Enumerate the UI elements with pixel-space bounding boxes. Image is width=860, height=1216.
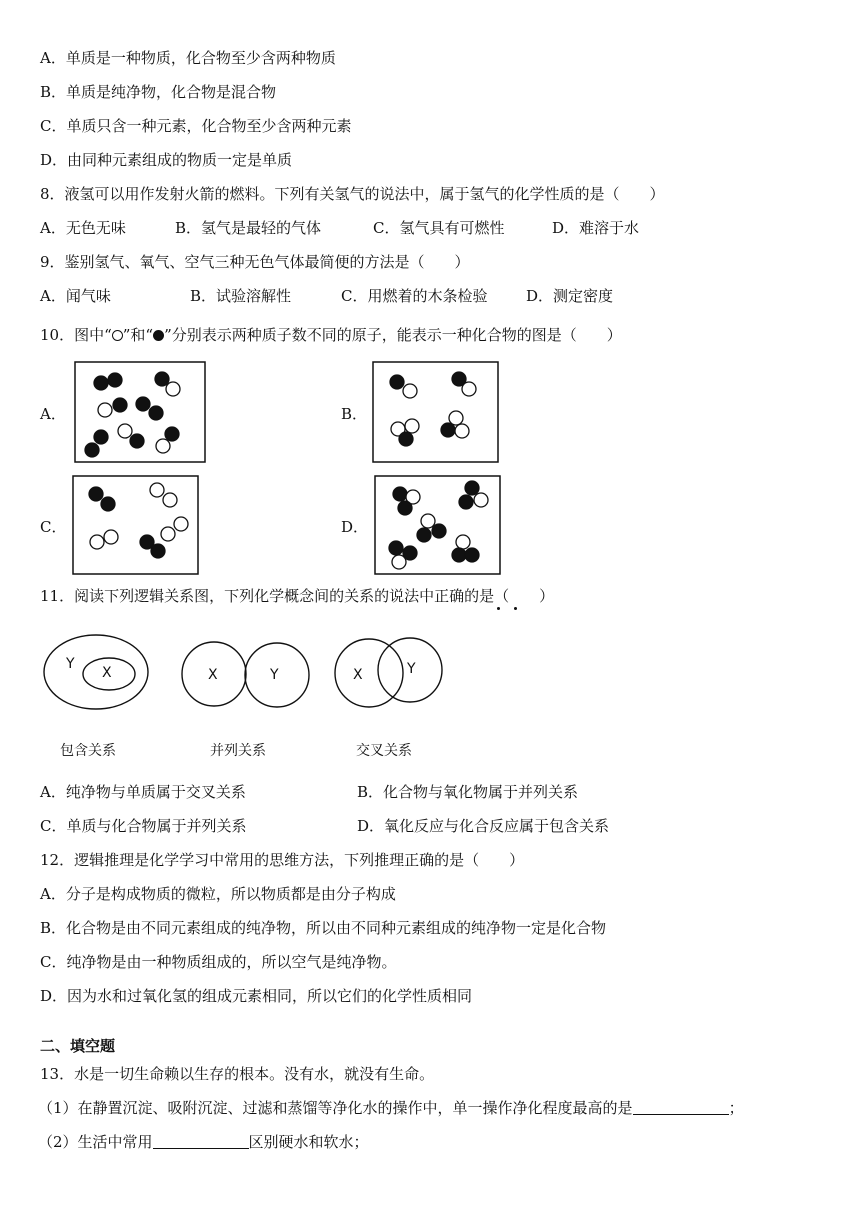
- q10-molecules-b: [390, 372, 476, 446]
- q13-part-1: （1）在静置沉淀、吸附沉淀、过滤和蒸馏等净化水的操作中，单一操作净化程度最高的是 ；: [38, 1099, 744, 1117]
- venn-contain-y: Y: [66, 656, 75, 672]
- q7-option-a: A．单质是一种物质，化合物至少含两种物质: [40, 49, 336, 67]
- emphasis-dot: [497, 607, 500, 610]
- venn-cross-x: X: [353, 667, 363, 683]
- q10-label-d: D．: [341, 518, 369, 536]
- q9-option-c: C．用燃着的木条检验: [341, 287, 488, 305]
- q13-part-2: （2）生活中常用 区别硬水和软水；: [38, 1133, 369, 1151]
- q8-stem: 8．液氢可以用作发射火箭的燃料。下列有关氢气的说法中，属于氢气的化学性质的是（ ）: [40, 185, 665, 203]
- q9-option-b: B．试验溶解性: [190, 287, 292, 305]
- q11-option-c: C．单质与化合物属于并列关系: [40, 817, 247, 835]
- q9-option-a: A．闻气味: [40, 287, 111, 305]
- q10-label-a: A．: [40, 405, 66, 423]
- q7-option-d: D．由同种元素组成的物质一定是单质: [40, 151, 293, 169]
- q8-option-a: A．无色无味: [40, 219, 126, 237]
- caption-parallel: 并列关系: [210, 743, 266, 759]
- answer-blank-2[interactable]: [153, 1134, 249, 1149]
- q11-option-d: D．氧化反应与化合反应属于包含关系: [357, 817, 610, 835]
- q10-molecules-a: [85, 372, 180, 457]
- q13-stem: 13．水是一切生命赖以生存的根本。没有水，就没有生命。: [40, 1065, 435, 1083]
- q12-option-d: D．因为水和过氧化氢的组成元素相同，所以它们的化学性质相同: [40, 987, 473, 1005]
- q7-option-b: B．单质是纯净物，化合物是混合物: [40, 83, 277, 101]
- q11-option-b: B．化合物与氧化物属于并列关系: [357, 783, 579, 801]
- q10-label-c: C．: [40, 518, 67, 536]
- venn-parallel-x: X: [208, 667, 218, 683]
- q10-molecules-c: [89, 483, 188, 558]
- q9-option-d: D．测定密度: [526, 287, 614, 305]
- q8-option-c: C．氢气具有可燃性: [373, 219, 505, 237]
- q10-label-b: B．: [341, 405, 368, 423]
- caption-contain: 包含关系: [60, 743, 116, 759]
- section-title: 二、填空题: [40, 1037, 116, 1055]
- q8-option-b: B．氢气是最轻的气体: [175, 219, 322, 237]
- q8-option-d: D．难溶于水: [552, 219, 640, 237]
- q7-option-c: C．单质只含一种元素，化合物至少含两种元素: [40, 117, 352, 135]
- q9-stem: 9．鉴别氢气、氧气、空气三种无色气体最简便的方法是（ ）: [40, 253, 470, 271]
- q11-option-a: A．纯净物与单质属于交叉关系: [40, 783, 246, 801]
- q12-option-a: A．分子是构成物质的微粒，所以物质都是由分子构成: [40, 885, 396, 903]
- q12-option-b: B．化合物是由不同元素组成的纯净物，所以由不同种元素组成的纯净物一定是化合物: [40, 919, 607, 937]
- venn-contain-outer: [44, 635, 148, 709]
- q11-stem: 11．阅读下列逻辑关系图，下列化学概念间的关系的说法中正确的是（ ）: [40, 587, 555, 605]
- q12-option-c: C．纯净物是由一种物质组成的，所以空气是纯净物。: [40, 953, 397, 971]
- q10-stem: 10．图中“ ”和“ ”分别表示两种质子数不同的原子，能表示一种化合物的图是（ ）: [40, 326, 622, 344]
- caption-cross: 交叉关系: [356, 743, 412, 759]
- venn-parallel-y: Y: [270, 667, 279, 683]
- q10-molecules-d: [389, 481, 488, 569]
- venn-cross-y: Y: [407, 661, 416, 677]
- venn-contain-x: X: [102, 665, 112, 681]
- answer-blank-1[interactable]: [633, 1100, 729, 1115]
- emphasis-dot: [514, 607, 517, 610]
- q12-stem: 12．逻辑推理是化学学习中常用的思维方法，下列推理正确的是（ ）: [40, 851, 525, 869]
